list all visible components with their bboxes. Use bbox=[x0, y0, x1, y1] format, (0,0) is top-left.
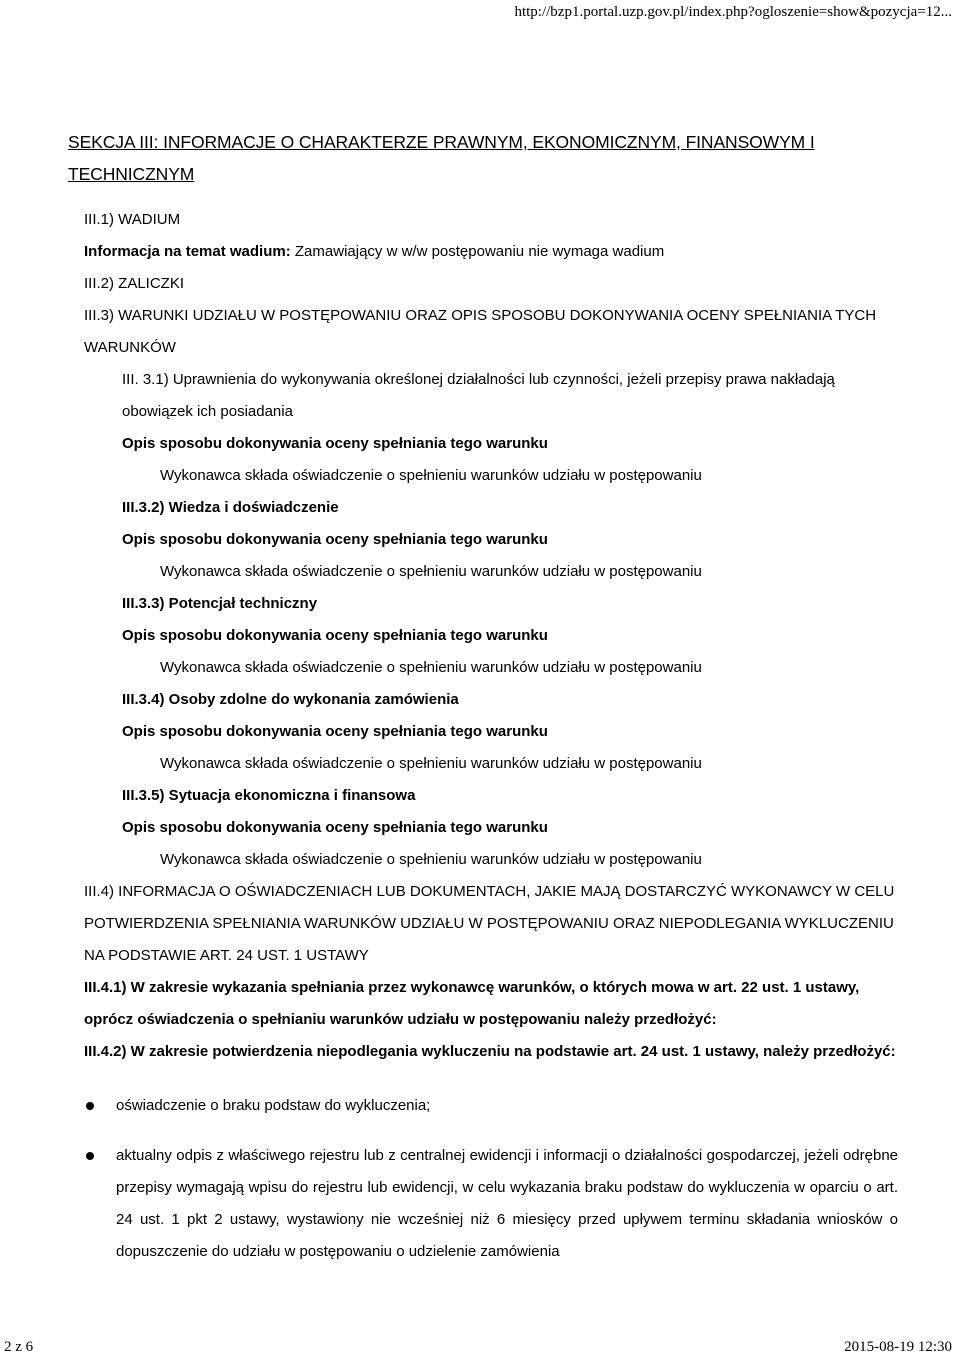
condition-title: III.3.4) Osoby zdolne do wykonania zamówienia bbox=[122, 691, 459, 708]
condition-opis-label: Opis sposobu dokonywania oceny spełniania tego warunku bbox=[122, 531, 548, 548]
section-title: SEKCJA III: INFORMACJE O CHARAKTERZE PRAWNYM, EKONOMICZNYM, FINANSOWYM I TECHNICZNYM bbox=[68, 132, 815, 184]
wadium-label: Informacja na temat wadium: bbox=[84, 243, 291, 260]
condition-title: III.3.2) Wiedza i doświadczenie bbox=[122, 499, 339, 516]
condition-opis-value: Wykonawca składa oświadczenie o spełnieniu warunków udziału w postępowaniu bbox=[160, 755, 702, 772]
condition-opis-label: Opis sposobu dokonywania oceny spełniania tego warunku bbox=[122, 723, 548, 740]
requirements-list bbox=[68, 1090, 898, 1268]
condition-list bbox=[68, 364, 898, 876]
page-number: 2 z 6 bbox=[4, 1339, 34, 1355]
warunki-heading: III.3) WARUNKI UDZIAŁU W POSTĘPOWANIU ORAZ OPIS SPOSOBU DOKONYWANIA OCENY SPEŁNIANIA TYCH WARUNKÓW bbox=[84, 307, 877, 356]
condition-title: III.3.5) Sytuacja ekonomiczna i finansowa bbox=[122, 787, 416, 804]
info-42: III.4.2) W zakresie potwierdzenia niepodlegania wykluczeniu na podstawie art. 24 ust. 1 ustawy, należy przedłożyć: bbox=[84, 1043, 896, 1060]
list-item-text: aktualny odpis z właściwego rejestru lub z centralnej ewidencji i informacji o działalności gospodarczej, jeżeli odrębne przepisy wymagają wpisu do rejestru lub ewidencji, w celu wykazania braku podstaw do wykluczenia w oparciu o art. 24 ust. 1 pkt 2 ustawy, wystawiony nie wcześniej niż 6 miesięcy przed upływem terminu składania wniosków o dopuszczenie do udziału w postępowaniu o udzielenie zamówienia bbox=[116, 1147, 898, 1260]
condition-title: III. 3.1) Uprawnienia do wykonywania określonej działalności lub czynności, jeżeli przepisy prawa nakładają obowiązek ich posiadania bbox=[122, 371, 835, 420]
wadium-heading: III.1) WADIUM bbox=[84, 211, 181, 228]
zaliczki-heading: III.2) ZALICZKI bbox=[84, 275, 185, 292]
condition-opis-value: Wykonawca składa oświadczenie o spełnieniu warunków udziału w postępowaniu bbox=[160, 467, 702, 484]
condition-opis-value: Wykonawca składa oświadczenie o spełnieniu warunków udziału w postępowaniu bbox=[160, 563, 702, 580]
condition-title: III.3.3) Potencjał techniczny bbox=[122, 595, 318, 612]
document-body bbox=[68, 126, 898, 1286]
list-item bbox=[84, 1090, 898, 1122]
page-url: http://bzp1.portal.uzp.gov.pl/index.php?ogloszenie=show&pozycja=12... bbox=[514, 4, 952, 20]
bullet-icon bbox=[86, 1102, 94, 1110]
print-timestamp: 2015-08-19 12:30 bbox=[844, 1339, 952, 1355]
condition-opis-label: Opis sposobu dokonywania oceny spełniania tego warunku bbox=[122, 435, 548, 452]
info-41: III.4.1) W zakresie wykazania spełniania przez wykonawcę warunków, o których mowa w art. 22 ust. 1 ustawy, oprócz oświadczenia o spełnianiu warunków udziału w postępowaniu należy przedłożyć: bbox=[84, 979, 860, 1028]
condition-opis-value: Wykonawca składa oświadczenie o spełnieniu warunków udziału w postępowaniu bbox=[160, 659, 702, 676]
condition-opis-label: Opis sposobu dokonywania oceny spełniania tego warunku bbox=[122, 627, 548, 644]
condition-opis-label: Opis sposobu dokonywania oceny spełniania tego warunku bbox=[122, 819, 548, 836]
wadium-info bbox=[68, 236, 898, 268]
bullet-icon bbox=[86, 1152, 94, 1160]
condition-opis-value: Wykonawca składa oświadczenie o spełnieniu warunków udziału w postępowaniu bbox=[160, 851, 702, 868]
list-item bbox=[84, 1140, 898, 1268]
info-heading: III.4) INFORMACJA O OŚWIADCZENIACH LUB DOKUMENTACH, JAKIE MAJĄ DOSTARCZYĆ WYKONAWCY W CELU POTWIERDZENIA SPEŁNIANIA WARUNKÓW UDZIAŁU W POSTĘPOWANIU ORAZ NIEPODLEGANIA WYKLUCZENIU NA PODSTAWIE ART. 24 UST. 1 USTAWY bbox=[84, 883, 895, 964]
wadium-value: Zamawiający w w/w postępowaniu nie wymaga wadium bbox=[294, 243, 665, 260]
list-item-text: oświadczenie o braku podstaw do wykluczenia; bbox=[116, 1097, 431, 1114]
